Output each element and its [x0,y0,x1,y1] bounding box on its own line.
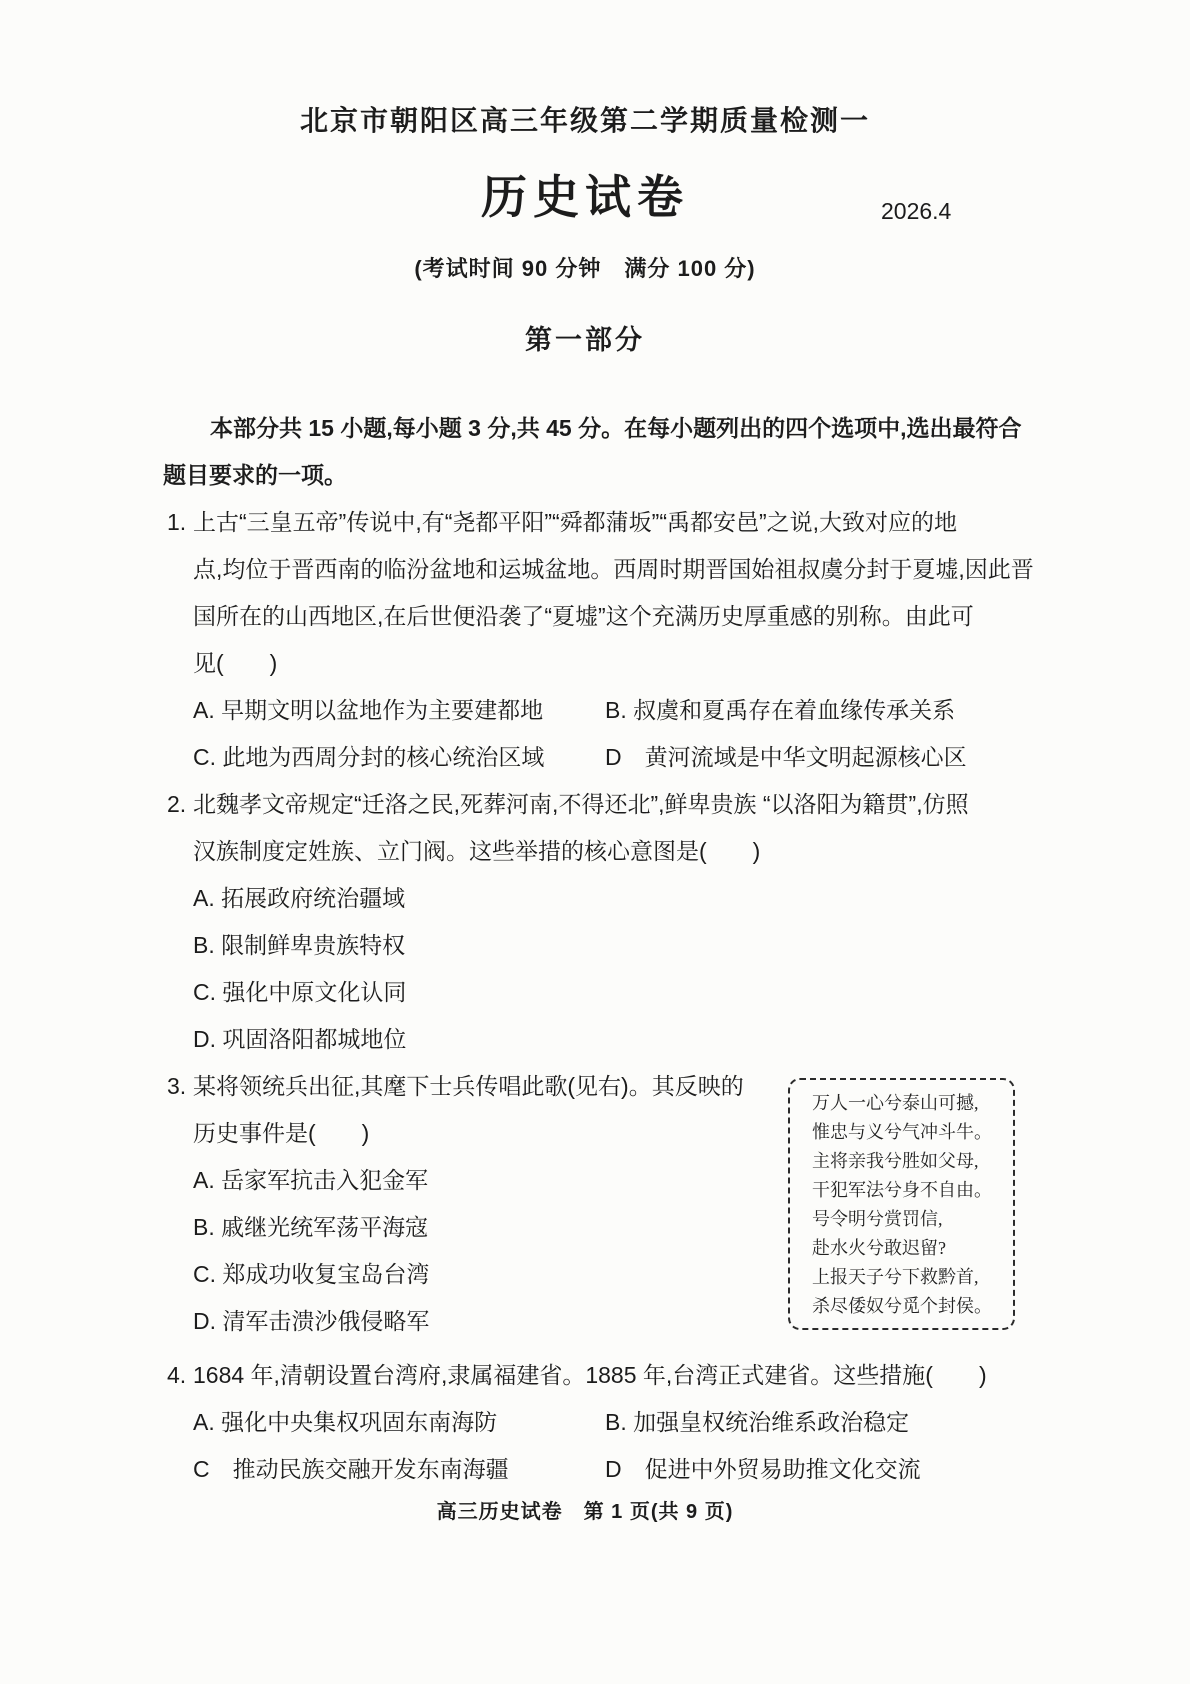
question-stem-line: 见( ) [193,650,278,676]
question-stem-line: 历史事件是( ) [193,1120,370,1146]
question-stem-line [146,499,1076,546]
option-row [146,1446,1076,1493]
option-a: A. 岳家军抗击入犯金军 [193,1167,429,1193]
option-row [146,734,1076,781]
question-stem-line [146,781,1076,828]
song-line: 主将亲我兮胜如父母, [812,1151,979,1171]
section-title: 第一部分 [525,325,645,355]
question-stem-line: 汉族制度定姓族、立门阀。这些举措的核心意图是( ) [193,838,761,864]
option-b: B. 叔虞和夏禹存在着血缘传承关系 [605,697,956,723]
question-stem-text: 北魏孝文帝规定“迁洛之民,死葬河南,不得还北”,鲜卑贵族 “以洛阳为籍贯”,仿照 [193,791,969,817]
question-number: 2. [167,791,187,817]
exam-duration-info: (考试时间 90 分钟 满分 100 分) [414,256,756,281]
option-b: B. 戚继光统军荡平海寇 [193,1214,429,1240]
option-row [146,1399,1076,1446]
song-line: 干犯军法兮身不自由。 [812,1180,992,1200]
song-line: 万人一心兮泰山可撼, [812,1093,979,1113]
option-a: A. 强化中央集权巩固东南海防 [193,1409,498,1435]
option-row [146,687,1076,734]
option-d: D. 清军击溃沙俄侵略军 [193,1308,430,1334]
exam-date: 2026.4 [881,198,952,224]
option-d: D 促进中外贸易助推文化交流 [605,1456,921,1482]
song-line: 惟忠与义兮气冲斗牛。 [812,1122,992,1142]
song-box [788,1078,1015,1330]
question-number: 4. [167,1362,187,1388]
question-stem-line: 点,均位于晋西南的临汾盆地和运城盆地。西周时期晋国始祖叔虞分封于夏墟,因此晋 [193,556,1034,582]
question-number: 3. [167,1073,187,1099]
option-d: D 黄河流域是中华文明起源核心区 [605,744,967,770]
option-c: C 推动民族交融开发东南海疆 [193,1456,509,1482]
question-stem-text: 某将领统兵出征,其麾下士兵传唱此歌(见右)。其反映的 [193,1073,744,1099]
question-stem-line: 国所在的山西地区,在后世便沿袭了“夏墟”这个充满历史厚重感的别称。由此可 [193,603,974,629]
question-stem-text: 上古“三皇五帝”传说中,有“尧都平阳”“舜都蒲坂”“禹都安邑”之说,大致对应的地 [193,509,958,535]
question-stem-line [146,1352,1076,1399]
option-c: C. 郑成功收复宝岛台湾 [193,1261,430,1287]
song-line: 赴水火兮敢迟留? [812,1238,946,1258]
option-a: A. 早期文明以盆地作为主要建都地 [193,697,544,723]
page-footer: 高三历史试卷 第 1 页(共 9 页) [436,1501,734,1523]
song-line: 杀尽倭奴兮觅个封侯。 [812,1296,992,1316]
option-b: B. 限制鲜卑贵族特权 [193,932,406,958]
option-a: A. 拓展政府统治疆域 [193,885,406,911]
exam-title: 历史试卷 [481,171,689,223]
option-c: C. 强化中原文化认同 [193,979,407,1005]
school-header: 北京市朝阳区高三年级第二学期质量检测一 [299,105,870,136]
option-c: C. 此地为西周分封的核心统治区域 [193,744,545,770]
section-intro-line: 题目要求的一项。 [163,462,347,488]
song-line: 号令明兮赏罚信, [812,1209,943,1229]
option-d: D. 巩固洛阳都城地位 [193,1026,407,1052]
question-stem-text: 1684 年,清朝设置台湾府,隶属福建省。1885 年,台湾正式建省。这些措施( ) [193,1362,987,1388]
section-intro-line: 本部分共 15 小题,每小题 3 分,共 45 分。在每小题列出的四个选项中,选出最符合 [210,415,1022,441]
option-b: B. 加强皇权统治维系政治稳定 [605,1409,910,1435]
song-line: 上报天子兮下救黔首, [812,1267,979,1287]
question-number: 1. [167,509,187,535]
